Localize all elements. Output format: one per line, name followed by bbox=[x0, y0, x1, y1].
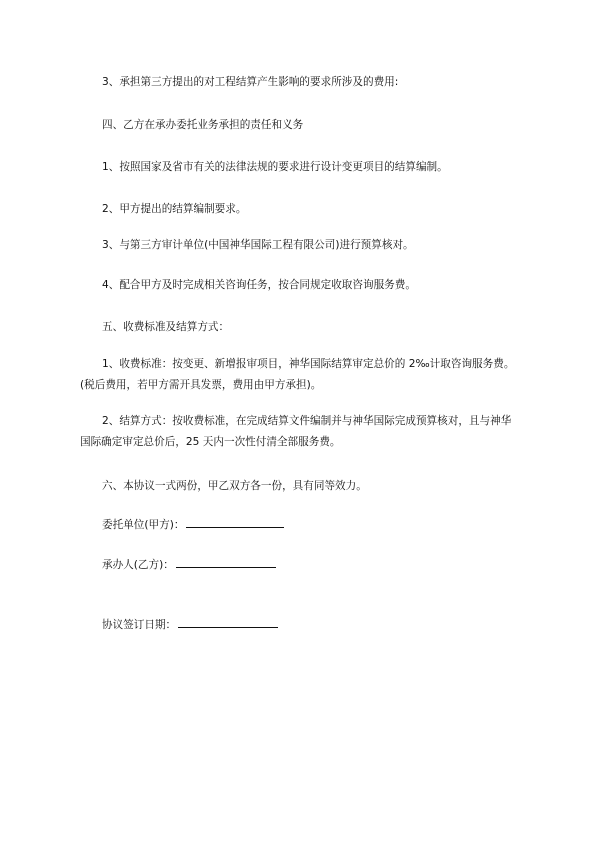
signature-date-line bbox=[178, 616, 278, 628]
signature-contractor-line bbox=[176, 556, 276, 568]
section-heading-fees: 五、收费标准及结算方式： bbox=[102, 321, 230, 333]
paragraph-fee-standard: 1、收费标准：按变更、新增报审项目，神华国际结算审定总价的 2‰计取咨询服务费。(税后费用，若甲方需开具发票，费用由甲方承担)。 bbox=[80, 358, 515, 391]
signature-date-label: 协议签订日期： bbox=[102, 619, 177, 631]
signature-contractor bbox=[102, 556, 276, 573]
paragraph-obligation-4: 4、配合甲方及时完成相关咨询任务，按合同规定收取咨询服务费。 bbox=[102, 279, 416, 291]
paragraph-obligation-1: 1、按照国家及省市有关的法律法规的要求进行设计变更项目的结算编制。 bbox=[102, 161, 448, 173]
paragraph-settlement-method: 2、结算方式：按收费标准，在完成结算文件编制并与神华国际完成预算核对，且与神华国际确定审定总价后，25 天内一次性付清全部服务费。 bbox=[80, 415, 512, 448]
signature-client-line bbox=[186, 516, 284, 528]
signature-client-label: 委托单位(甲方)： bbox=[102, 519, 185, 531]
paragraph-fee-third-party: 3、承担第三方提出的对工程结算产生影响的要求所涉及的费用: bbox=[102, 76, 399, 88]
signature-client bbox=[102, 516, 284, 533]
signature-contractor-label: 承办人(乙方)： bbox=[102, 559, 174, 571]
paragraph-obligation-2: 2、甲方提出的结算编制要求。 bbox=[102, 203, 247, 215]
paragraph-obligation-3: 3、与第三方审计单位(中国神华国际工程有限公司)进行预算核对。 bbox=[102, 239, 414, 251]
section-heading-obligations: 四、乙方在承办委托业务承担的责任和义务 bbox=[102, 119, 304, 131]
signature-date bbox=[102, 616, 278, 633]
paragraph-copies: 六、本协议一式两份，甲乙双方各一份，具有同等效力。 bbox=[102, 480, 367, 492]
